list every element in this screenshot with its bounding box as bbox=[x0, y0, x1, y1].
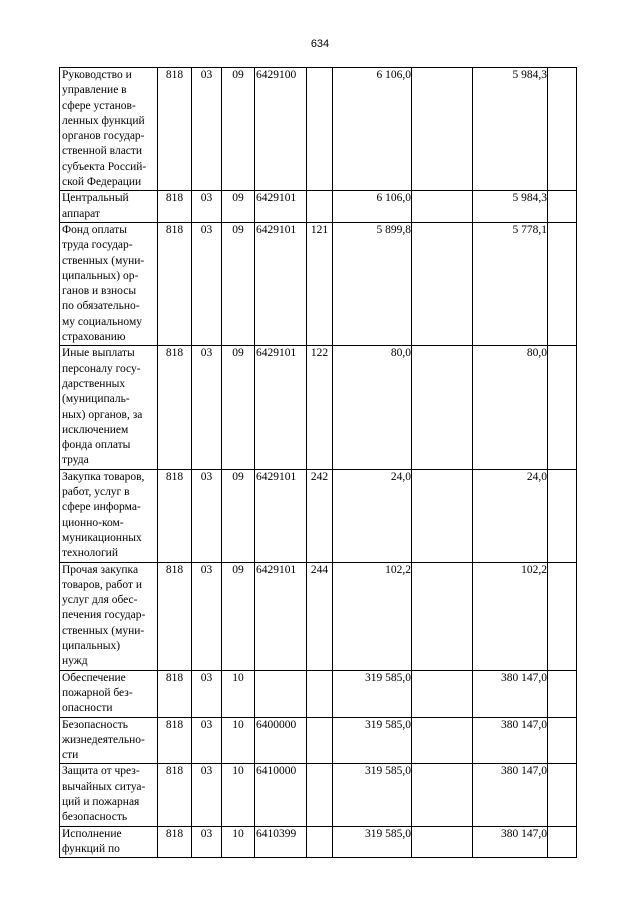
cell-empty bbox=[548, 764, 577, 826]
row-name-line: нужд bbox=[62, 655, 88, 668]
cell-section: 03 bbox=[192, 469, 222, 562]
cell-kind: 122 bbox=[307, 346, 333, 469]
cell-empty bbox=[412, 826, 473, 858]
table-row bbox=[60, 717, 577, 764]
cell-subsection: 10 bbox=[222, 826, 255, 858]
row-name bbox=[60, 562, 158, 670]
cell-section: 03 bbox=[192, 670, 222, 717]
cell-subsection: 10 bbox=[222, 670, 255, 717]
table-row bbox=[60, 222, 577, 345]
row-name-line: услуг для обес- bbox=[62, 594, 138, 607]
row-name-line: Иные выплаты bbox=[62, 347, 135, 360]
cell-empty bbox=[548, 670, 577, 717]
row-name-line: муникационных bbox=[62, 531, 142, 544]
table-row bbox=[60, 346, 577, 469]
row-name-line: ционно-ком- bbox=[62, 516, 124, 529]
row-name-line: персоналу госу- bbox=[62, 362, 141, 375]
cell-target: 6429101 bbox=[255, 346, 307, 469]
cell-sum1: 319 585,0 bbox=[333, 670, 412, 717]
row-name-line: Прочая закупка bbox=[62, 563, 139, 576]
row-name-line: ленных функций bbox=[62, 114, 145, 127]
row-name-line: ственных (муни- bbox=[62, 624, 145, 637]
cell-empty bbox=[412, 191, 473, 223]
row-name bbox=[60, 764, 158, 826]
row-name-line: дарственных bbox=[62, 377, 126, 390]
cell-target: 6429101 bbox=[255, 469, 307, 562]
table-row bbox=[60, 469, 577, 562]
cell-empty bbox=[548, 68, 577, 191]
table-body bbox=[60, 68, 577, 858]
cell-code: 818 bbox=[158, 346, 192, 469]
row-name bbox=[60, 346, 158, 469]
row-name-line: Исполнение bbox=[62, 827, 122, 840]
row-name bbox=[60, 68, 158, 191]
cell-target bbox=[255, 670, 307, 717]
cell-sum1: 6 106,0 bbox=[333, 191, 412, 223]
cell-code: 818 bbox=[158, 562, 192, 670]
row-name-line: печения государ- bbox=[62, 609, 146, 622]
cell-sum1: 6 106,0 bbox=[333, 68, 412, 191]
row-name-line: Руководство и bbox=[62, 69, 132, 81]
cell-section: 03 bbox=[192, 826, 222, 858]
cell-sum1: 319 585,0 bbox=[333, 764, 412, 826]
row-name-line: исключением bbox=[62, 423, 129, 436]
row-name-line: органов государ- bbox=[62, 130, 145, 143]
row-name-line: функций по bbox=[62, 842, 120, 855]
row-name-line: ций и пожарная bbox=[62, 796, 140, 809]
cell-sum2: 380 147,0 bbox=[473, 764, 548, 826]
cell-sum2: 380 147,0 bbox=[473, 670, 548, 717]
cell-section: 03 bbox=[192, 346, 222, 469]
cell-empty bbox=[548, 191, 577, 223]
cell-subsection: 10 bbox=[222, 717, 255, 764]
cell-code: 818 bbox=[158, 222, 192, 345]
cell-target: 6429101 bbox=[255, 562, 307, 670]
row-name-line: (муниципаль- bbox=[62, 393, 130, 406]
cell-empty bbox=[412, 469, 473, 562]
table-row bbox=[60, 826, 577, 858]
table-row bbox=[60, 562, 577, 670]
cell-kind: 121 bbox=[307, 222, 333, 345]
cell-subsection: 09 bbox=[222, 562, 255, 670]
cell-section: 03 bbox=[192, 191, 222, 223]
row-name bbox=[60, 670, 158, 717]
cell-target: 6429101 bbox=[255, 191, 307, 223]
row-name-line: субъекта Россий- bbox=[62, 160, 147, 173]
cell-empty bbox=[412, 562, 473, 670]
cell-section: 03 bbox=[192, 562, 222, 670]
table-row bbox=[60, 191, 577, 223]
cell-sum2: 5 778,1 bbox=[473, 222, 548, 345]
cell-kind bbox=[307, 764, 333, 826]
cell-empty bbox=[548, 562, 577, 670]
cell-sum1: 102,2 bbox=[333, 562, 412, 670]
row-name-line: Защита от чрез- bbox=[62, 765, 140, 778]
row-name-line: ской Федерации bbox=[62, 176, 142, 189]
cell-kind: 242 bbox=[307, 469, 333, 562]
cell-code: 818 bbox=[158, 191, 192, 223]
row-name bbox=[60, 222, 158, 345]
row-name-line: труда государ- bbox=[62, 239, 133, 252]
cell-sum1: 5 899,8 bbox=[333, 222, 412, 345]
cell-empty bbox=[412, 222, 473, 345]
cell-empty bbox=[412, 346, 473, 469]
row-name-line: работ, услуг в bbox=[62, 486, 130, 499]
cell-sum1: 319 585,0 bbox=[333, 826, 412, 858]
row-name-line: опасности bbox=[62, 702, 113, 715]
cell-target: 6429101 bbox=[255, 222, 307, 345]
row-name-line: технологий bbox=[62, 547, 118, 560]
cell-sum1: 80,0 bbox=[333, 346, 412, 469]
cell-subsection: 09 bbox=[222, 222, 255, 345]
page-number: 634 bbox=[310, 38, 330, 50]
row-name-line: ственной власти bbox=[62, 145, 143, 158]
row-name bbox=[60, 826, 158, 858]
cell-empty bbox=[548, 717, 577, 764]
cell-target: 6429100 bbox=[255, 68, 307, 191]
row-name-line: управление в bbox=[62, 84, 127, 97]
row-name-line: аппарат bbox=[62, 207, 100, 220]
row-name-line: сти bbox=[62, 749, 79, 762]
row-name bbox=[60, 191, 158, 223]
cell-empty bbox=[412, 764, 473, 826]
cell-empty bbox=[548, 346, 577, 469]
cell-kind: 244 bbox=[307, 562, 333, 670]
row-name-line: ных) органов, за bbox=[62, 408, 143, 421]
cell-code: 818 bbox=[158, 717, 192, 764]
row-name-line: Закупка товаров, bbox=[62, 470, 145, 483]
row-name-line: ственных (муни- bbox=[62, 254, 145, 267]
cell-sum2: 380 147,0 bbox=[473, 826, 548, 858]
row-name-line: Обеспечение bbox=[62, 671, 126, 684]
cell-kind bbox=[307, 826, 333, 858]
cell-section: 03 bbox=[192, 717, 222, 764]
cell-empty bbox=[412, 670, 473, 717]
cell-empty bbox=[412, 717, 473, 764]
row-name bbox=[60, 469, 158, 562]
cell-code: 818 bbox=[158, 826, 192, 858]
cell-sum2: 5 984,3 bbox=[473, 68, 548, 191]
row-name bbox=[60, 717, 158, 764]
row-name-line: Безопасность bbox=[62, 718, 129, 731]
cell-section: 03 bbox=[192, 68, 222, 191]
cell-kind bbox=[307, 68, 333, 191]
cell-code: 818 bbox=[158, 68, 192, 191]
cell-kind bbox=[307, 191, 333, 223]
row-name-line: страхованию bbox=[62, 331, 126, 344]
budget-table bbox=[59, 67, 577, 858]
row-name-line: Центральный bbox=[62, 192, 129, 205]
cell-code: 818 bbox=[158, 670, 192, 717]
cell-empty bbox=[548, 222, 577, 345]
row-name-line: фонда оплаты bbox=[62, 439, 131, 452]
cell-sum1: 319 585,0 bbox=[333, 717, 412, 764]
row-name-line: труда bbox=[62, 454, 89, 467]
cell-subsection: 09 bbox=[222, 191, 255, 223]
row-name-line: сфере установ- bbox=[62, 99, 136, 112]
row-name-line: сфере информа- bbox=[62, 501, 141, 514]
cell-sum2: 80,0 bbox=[473, 346, 548, 469]
row-name-line: безопасность bbox=[62, 811, 128, 824]
cell-kind bbox=[307, 717, 333, 764]
cell-target: 6410399 bbox=[255, 826, 307, 858]
cell-code: 818 bbox=[158, 469, 192, 562]
row-name-line: жизнедеятельно- bbox=[62, 733, 145, 746]
cell-empty bbox=[548, 469, 577, 562]
row-name-line: ципальных) ор- bbox=[62, 269, 139, 282]
cell-subsection: 10 bbox=[222, 764, 255, 826]
row-name-line: товаров, работ и bbox=[62, 578, 143, 591]
table-row bbox=[60, 68, 577, 191]
cell-subsection: 09 bbox=[222, 68, 255, 191]
table-row bbox=[60, 670, 577, 717]
table-row bbox=[60, 764, 577, 826]
cell-empty bbox=[548, 826, 577, 858]
row-name-line: ципальных) bbox=[62, 639, 121, 652]
row-name-line: Фонд оплаты bbox=[62, 223, 127, 236]
cell-subsection: 09 bbox=[222, 346, 255, 469]
cell-section: 03 bbox=[192, 764, 222, 826]
row-name-line: ганов и взносы bbox=[62, 285, 137, 298]
cell-sum2: 5 984,3 bbox=[473, 191, 548, 223]
cell-empty bbox=[412, 68, 473, 191]
row-name-line: вычайных ситуа- bbox=[62, 780, 146, 793]
cell-sum2: 24,0 bbox=[473, 469, 548, 562]
cell-kind bbox=[307, 670, 333, 717]
cell-subsection: 09 bbox=[222, 469, 255, 562]
cell-sum2: 102,2 bbox=[473, 562, 548, 670]
row-name-line: пожарной без- bbox=[62, 686, 133, 699]
cell-code: 818 bbox=[158, 764, 192, 826]
row-name-line: му социальному bbox=[62, 315, 142, 328]
cell-section: 03 bbox=[192, 222, 222, 345]
row-name-line: по обязательно- bbox=[62, 300, 140, 313]
cell-target: 6410000 bbox=[255, 764, 307, 826]
cell-sum1: 24,0 bbox=[333, 469, 412, 562]
cell-sum2: 380 147,0 bbox=[473, 717, 548, 764]
cell-target: 6400000 bbox=[255, 717, 307, 764]
